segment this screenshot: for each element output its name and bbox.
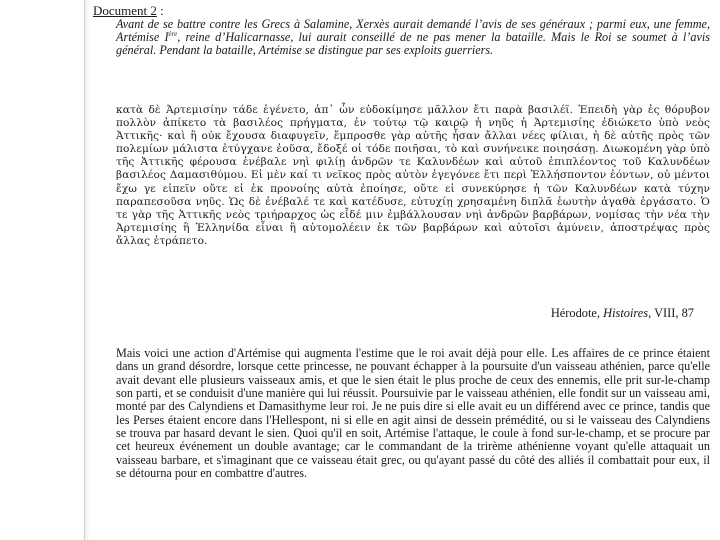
document-title-suffix: : bbox=[156, 3, 164, 18]
intro-part2: , reine d’Halicarnasse, lui aurait conseillé de ne pas mener la bataille. Mais le Roi se soumet à l’avis général. Pendant la bataille, Artémise se distingue par ses exploits guerriers. bbox=[116, 30, 710, 58]
source-reference: , VIII, 87 bbox=[648, 306, 694, 320]
intro-paragraph bbox=[116, 18, 710, 58]
document-title bbox=[93, 3, 164, 18]
document-title-label: Document 2 bbox=[93, 3, 157, 18]
intro-superscript: ère bbox=[168, 30, 178, 39]
source-author: Hérodote, bbox=[550, 306, 604, 320]
greek-text-paragraph: κατὰ δὲ Ἀρτεμισίην τάδε ἐγένετο, ἀπ᾽ ὧν εὐδοκίμησε μᾶλλον ἔτι παρὰ βασιλέϊ. Ἐπειδὴ γὰρ ἐς θόρυβον πολλὸν ἀπίκετο τὰ βασιλέος πρήγματα, ἐν τούτῳ τῷ καιρῷ ἡ νηῦς ἡ Ἀρτεμισίης ἐδιώκετο ὑπὸ νεὸς Ἀττικῆς· καὶ ἣ οὐκ ἔχουσα διαφυγεῖν, ἔμπροσθε γὰρ αὐτῆς ἦσαν ἄλλαι νέες φίλιαι, ἡ δὲ αὐτῆς πρὸς τῶν πολεμίων μάλιστα ἐτύγχανε ἐοῦσα, ἔδοξέ οἱ τόδε ποιῆσαι, τὸ καὶ συνήνεικε ποιησάσῃ. Διωκομένη γὰρ ὑπὸ τῆς Ἀττικῆς φέρουσα ἐνέβαλε νηὶ φιλίῃ ἀνδρῶν τε Καλυνδέων καὶ αὐτοῦ ἐπιπλέοντος τοῦ Καλυνδέων βασιλέος Δαμασιθύμου. Εἰ μὲν καί τι νεῖκος πρὸς αὐτὸν ἐγεγόνεε ἔτι περὶ Ἑλλήσποντον ἐόντων, οὐ μέντοι ἔχω γε εἰπεῖν οὔτε εἰ ἐκ προνοίης αὐτὰ ἐποίησε, οὔτε εἰ συνεκύρησε ἡ τῶν Καλυνδέων κατὰ τύχην παραπεσοῦσα νηῦς. Ὡς δὲ ἐνέβαλέ τε καὶ κατέδυσε, εὐτυχίῃ χρησαμένη διπλᾶ ἑωυτὴν ἀγαθὰ ἐργάσατο. Ὁ τε γὰρ τῆς Ἀττικῆς νεὸς τριήραρχος ὡς εἶδέ μιν ἐμβάλλουσαν νηὶ ἀνδρῶν βαρβάρων, νομίσας τὴν νέα τὴν Ἀρτεμισίης ἢ Ἑλληνίδα εἶναι ἢ αὐτομολέειν ἐκ τῶν βαρβάρων καὶ αὐτοῖσι ἀμύνειν, ἀποστρέψας πρὸς ἄλλας ἐτράπετο. bbox=[116, 104, 710, 247]
intro-part1: Avant de se battre contre les Grecs à Salamine, Xerxès aurait demandé l’avis de ses généraux ; parmi eux, une femme, Artémise I bbox=[116, 17, 710, 45]
source-work: Histoires bbox=[603, 306, 649, 320]
source-citation bbox=[551, 306, 694, 320]
french-translation-paragraph: Mais voici une action d'Artémise qui augmenta l'estime que le roi avait déjà pour elle. Les affaires de ce prince étaient dans un grand désordre, lorsque cette princesse, ne pouvant échapper à la poursuite d'un vaisseau athénien, parce qu'elle avait devant elle plusieurs vaisseaux amis, et que le sien était le plus proche de ceux des ennemis, elle prit sur-le-champ son parti, et se conduisit d'une manière qui lui réussit. Poursuivie par le vaisseau athénien, elle fondit sur un vaisseau ami, monté par des Calyndiens et Damasithyme leur roi. Je ne puis dire si elle avait eu un différend avec ce prince, tandis que les Perses étaient encore dans l'Hellespont, ni si elle en agit ainsi de dessein prémédité, ou si le vaisseau des Calyndiens se trouva par hasard devant le sien. Quoi qu'il en soit, Artémise l'attaque, le coule à fond sur-le-champ, et se procure par cet heureux événement un double avantage; car le commandant de la trirème athénienne voyant qu'elle attaquait un vaisseau barbare, et s'imaginant que ce vaisseau était grec, ou qu'ayant passé du côté des alliés il combattait pour eux, il se détourna pour en combattre d'autres. bbox=[116, 346, 710, 481]
